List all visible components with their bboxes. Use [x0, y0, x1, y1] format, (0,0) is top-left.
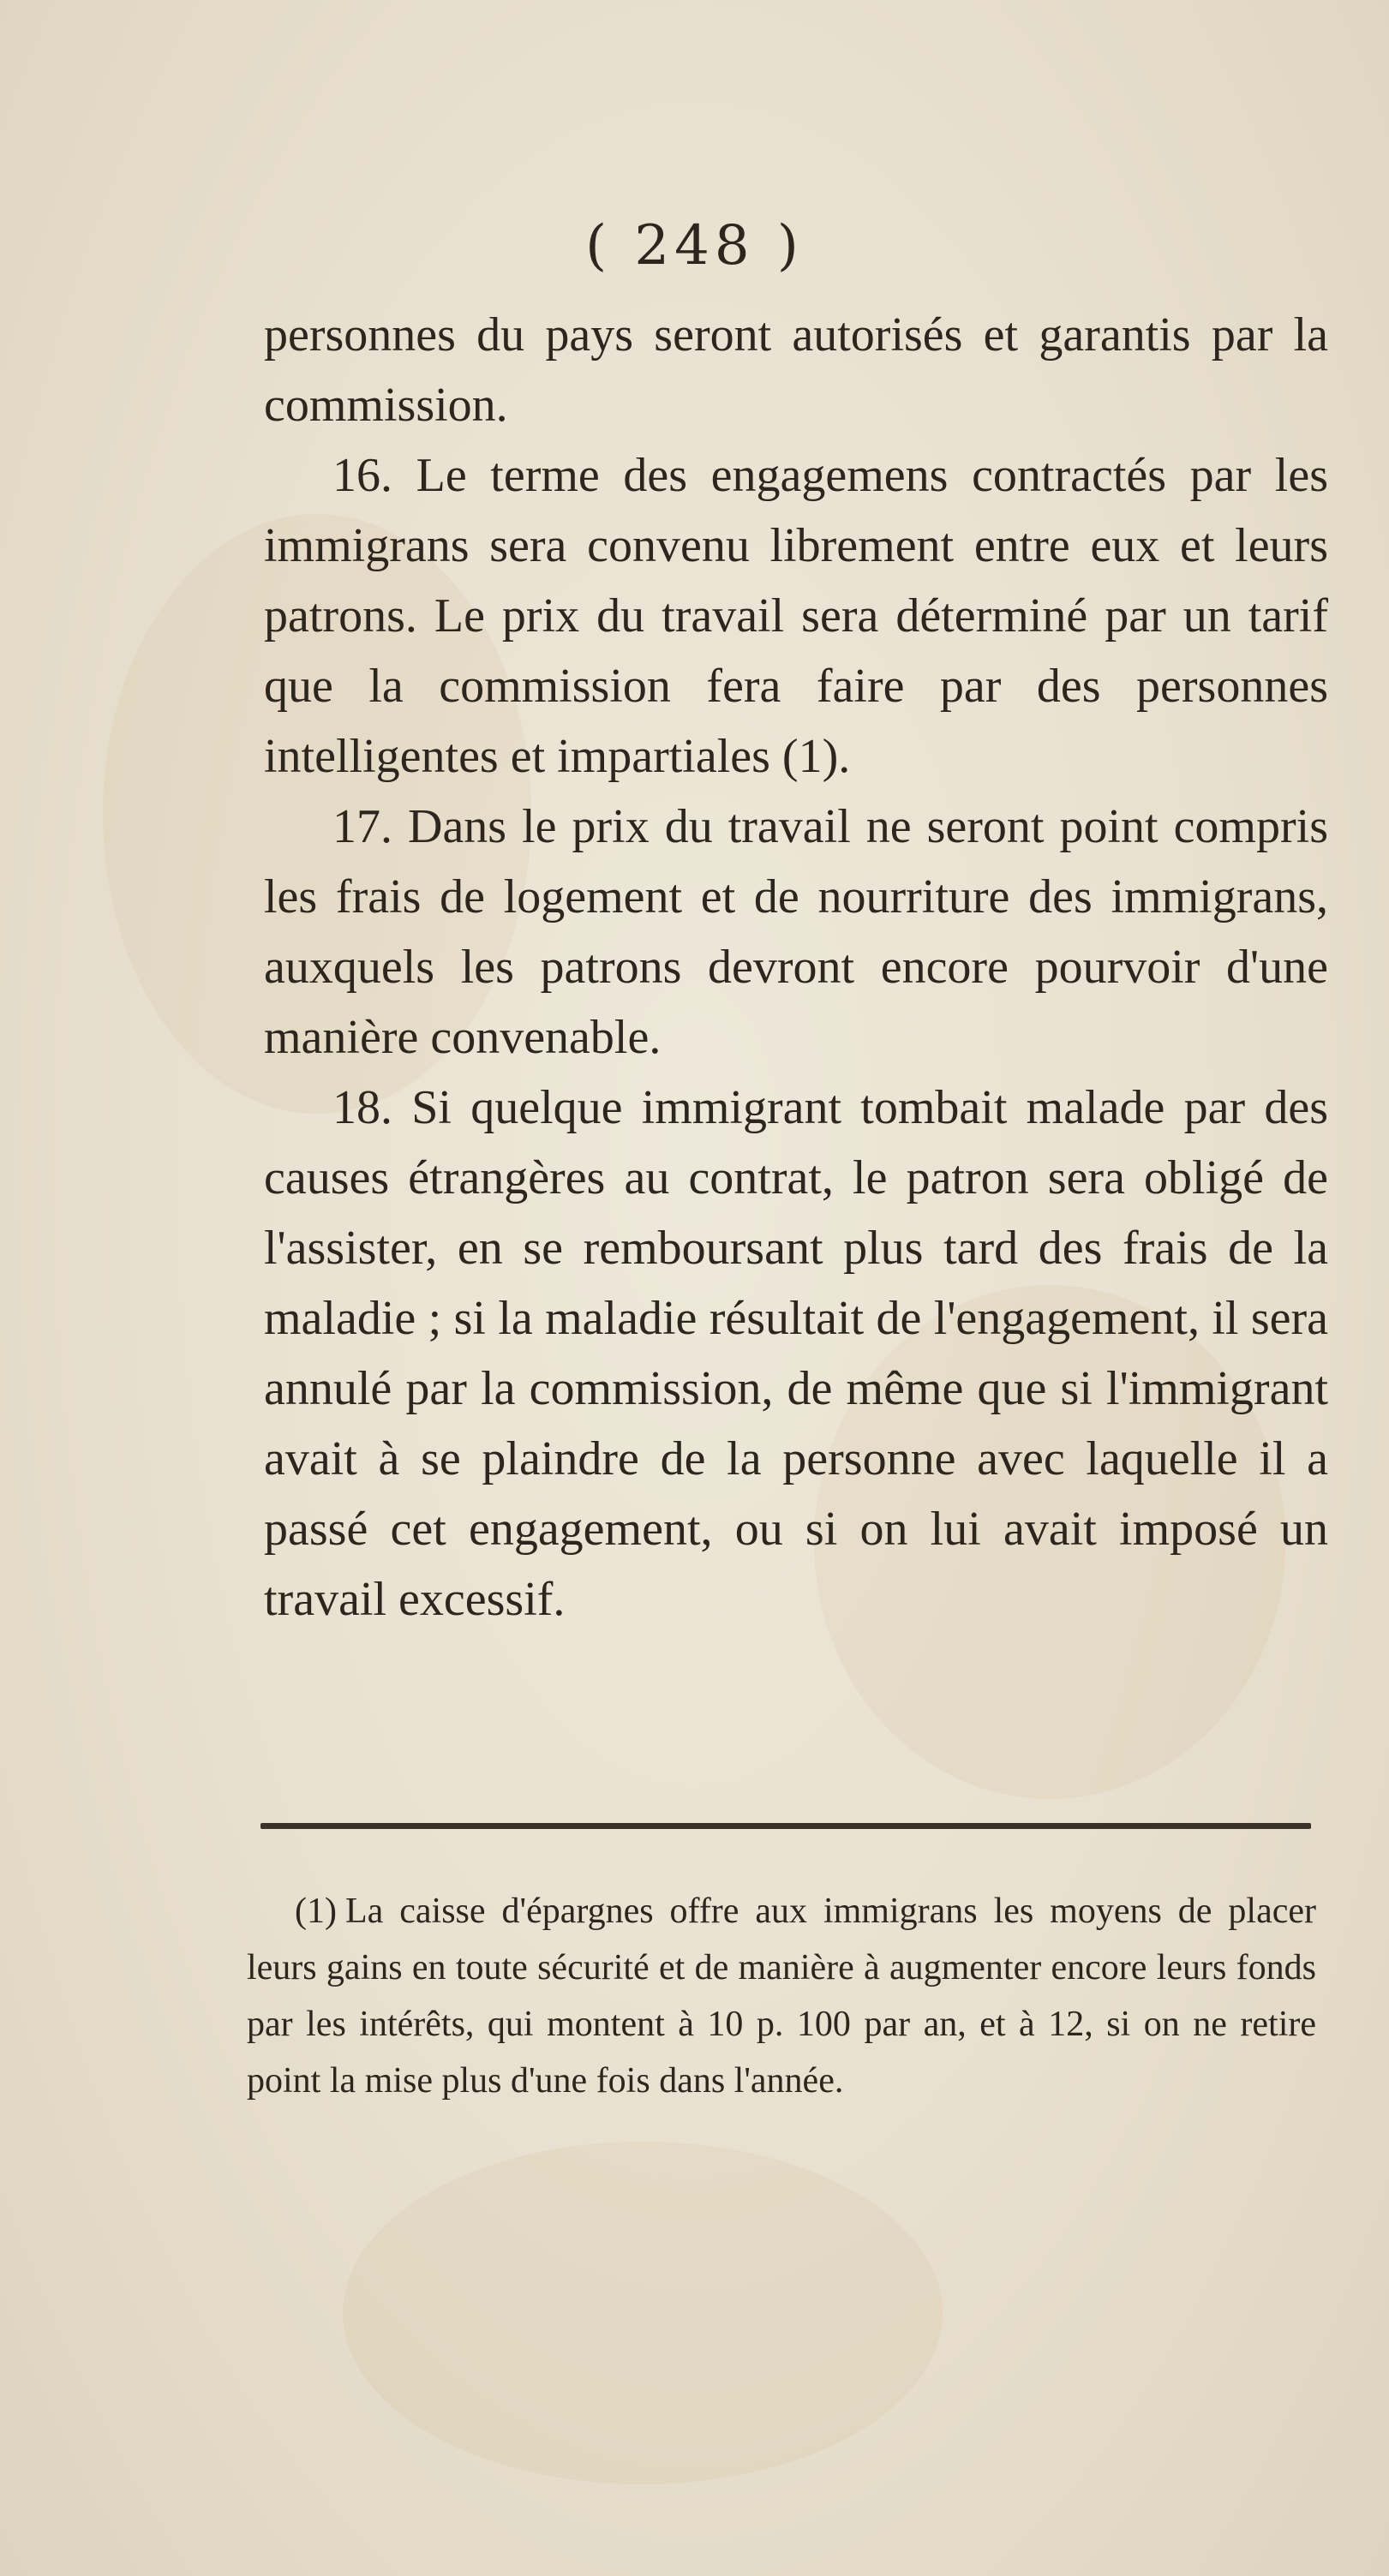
- paragraph-continuation: personnes du pays seront autorisés et garantis par la commission.: [264, 308, 1328, 432]
- page-number: ( 248 ): [585, 214, 804, 278]
- footnote-text: La caisse d'épargnes offre aux immigrans les moyens de placer leurs gains en toute sécurité et de manière à augmenter encore leurs fonds par les intérêts, qui montent à 10 p. 100 par an, et à 12, si on ne retire point la mise plus d'une fois dans l'année.: [247, 1892, 1316, 2101]
- footnote-separator: [260, 1823, 1311, 1829]
- footnote: [247, 1883, 1316, 2109]
- article-17: 17. Dans le prix du travail ne seront point compris les frais de logement et de nourriture des immigrans, auxquels les patrons devront encore pourvoir d'une manière convenable.: [264, 800, 1328, 1064]
- footnote-marker: (1): [295, 1892, 337, 1931]
- article-18: 18. Si quelque immigrant tombait malade par des causes étrangères au contrat, le patron sera obligé de l'assister, en se remboursant plus tard des frais de la maladie ; si la maladie résultait de l'engagement, il sera annulé par la commission, de même que si l'immigrant avait à se plaindre de la personne avec laquelle il a passé cet engagement, ou si on lui avait imposé un travail excessif.: [264, 1081, 1328, 1626]
- main-text: [264, 300, 1328, 1635]
- article-16: 16. Le terme des engagemens contractés par les immigrans sera convenu librement entre eux et leurs patrons. Le prix du travail sera déterminé par un tarif que la commission fera faire par des personnes intelligentes et impartiales (1).: [264, 449, 1328, 783]
- paper-stain: [343, 2142, 943, 2484]
